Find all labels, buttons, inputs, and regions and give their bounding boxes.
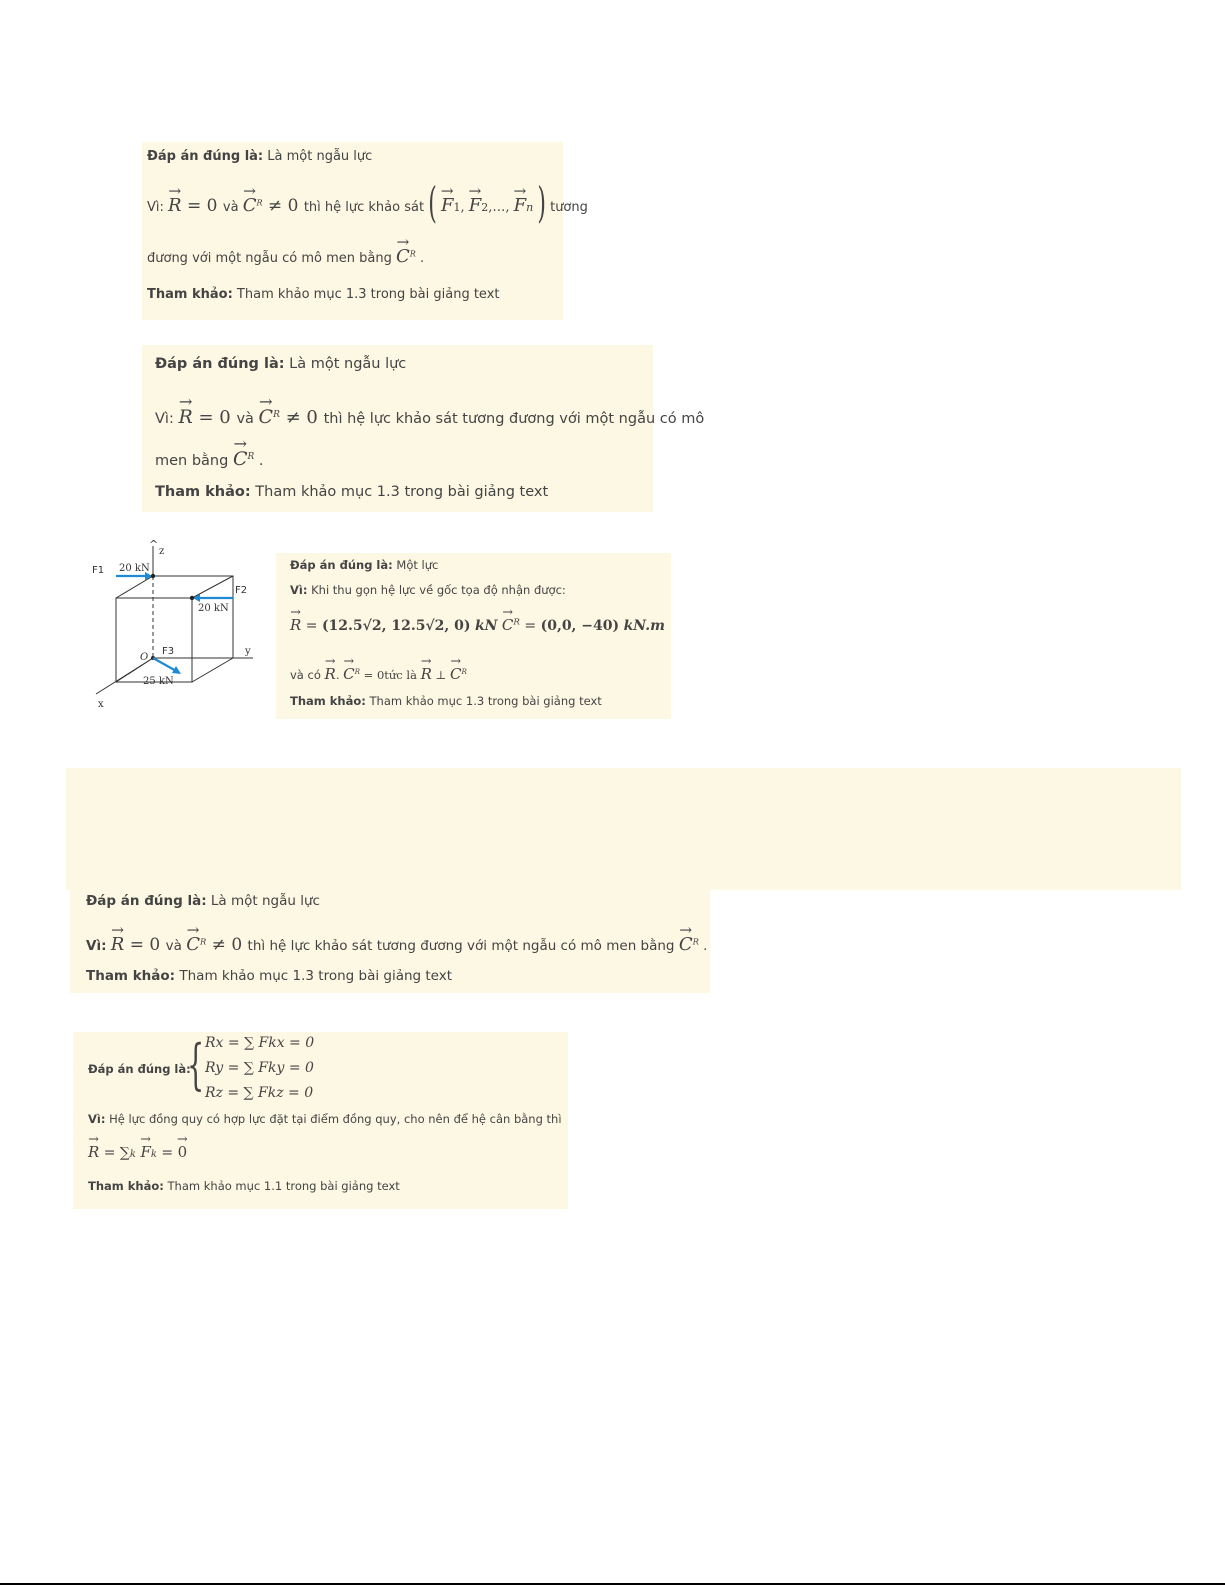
- ref-label: Tham khảo:: [88, 1179, 164, 1193]
- f2-label: F2: [235, 585, 248, 596]
- c-unit: kN.m: [623, 618, 665, 634]
- reference-line: [88, 1179, 400, 1193]
- force-cube-diagram: [88, 536, 268, 712]
- math-sup-r: R: [409, 249, 416, 259]
- math-eq: =: [301, 618, 322, 634]
- r-vector-math: → R: [325, 665, 336, 683]
- reason-and: và: [222, 200, 239, 215]
- c-vector-math: → C: [450, 665, 461, 683]
- reason-line: [88, 1112, 562, 1126]
- reference-line: [290, 694, 602, 708]
- math-period: .: [698, 938, 708, 954]
- answer-card-1: [142, 142, 588, 320]
- math-eq: =: [156, 1145, 178, 1161]
- answer-line: [86, 893, 320, 909]
- math-perp: ⊥: [431, 668, 451, 682]
- answer-label: Đáp án đúng là:: [155, 356, 285, 372]
- math-sub-n: n: [526, 201, 534, 214]
- r-vector-math: → R: [178, 406, 192, 428]
- math-sup-r: R: [354, 667, 360, 677]
- math-sup-r: R: [247, 452, 255, 463]
- r-vector-math: → R: [421, 665, 432, 683]
- math-sub-k: k: [150, 1149, 157, 1160]
- math-sup-r: R: [461, 667, 467, 677]
- axis-z-label: z: [159, 546, 165, 557]
- math-eq-zero: = 0: [192, 407, 237, 428]
- math-eq: = ∑: [99, 1145, 130, 1161]
- c-vector-math: → C: [259, 406, 274, 428]
- empty-banner: [66, 768, 1181, 890]
- formula-line: [290, 616, 665, 634]
- reference-line: [147, 287, 499, 302]
- reason-label: Vì:: [155, 411, 174, 427]
- math-neq-zero: ≠ 0: [262, 196, 304, 216]
- f1-vector-math: → F: [441, 195, 454, 216]
- reason-line-2: [147, 246, 424, 267]
- reason-mid: thì hệ lực khảo sát: [303, 200, 425, 215]
- answer-text: Là một ngẫu lực: [289, 356, 407, 372]
- r-vector-math: → R: [111, 934, 125, 955]
- cube-top-right-edge: [192, 576, 233, 598]
- f3-label: F3: [162, 646, 175, 657]
- ref-text: Tham khảo mục 1.3 trong bài giảng text: [369, 694, 602, 708]
- z-axis-arrow: ^: [149, 538, 159, 551]
- f2-vector-math: → F: [469, 195, 482, 216]
- reason-text: Khi thu gọn hệ lực về gốc tọa độ nhận được:: [311, 583, 566, 597]
- math-sup-r: R: [256, 198, 263, 208]
- math-eq: =: [519, 618, 541, 634]
- math-eq-zero: = 0: [181, 196, 223, 216]
- reason-line: [155, 406, 704, 428]
- answer-line: [147, 149, 372, 164]
- cube-top-edges: [116, 576, 233, 682]
- math-ellipsis: ,…,: [488, 200, 510, 215]
- answer-line: [290, 558, 438, 572]
- c-vector-math: → C: [343, 665, 354, 683]
- reason-line: [290, 583, 566, 597]
- math-neq-zero: ≠ 0: [279, 407, 324, 428]
- f2-value: 20 kN: [198, 603, 229, 614]
- reason-mid: thì hệ lực khảo sát tương đương với một ngẫu có mô: [323, 411, 705, 427]
- reason-and: và: [165, 938, 182, 954]
- reason-line3: men bằng: [155, 453, 229, 469]
- answer-text: Là một ngẫu lực: [210, 893, 320, 909]
- math-sup-r: R: [199, 936, 207, 947]
- math-neq-zero: ≠ 0: [206, 935, 248, 955]
- sum-formula: [88, 1143, 187, 1161]
- reason-label: Vì:: [290, 583, 308, 597]
- answer-text: Một lực: [396, 558, 439, 572]
- math-paren-close: ): [537, 180, 546, 229]
- math-sup-r: R: [273, 410, 280, 421]
- answer-card-3: [276, 553, 671, 719]
- reason-label: Vì:: [86, 938, 107, 954]
- reason-line-2: [155, 448, 263, 470]
- line4-a: và có: [290, 668, 321, 682]
- axis-x-label: x: [98, 699, 104, 710]
- reason-line: [147, 180, 588, 229]
- f2-point: [190, 596, 194, 600]
- c-vector-math: → C: [396, 246, 410, 267]
- ref-text: Tham khảo mục 1.1 trong bài giảng text: [167, 1179, 400, 1193]
- r-vector-math: → R: [88, 1143, 99, 1161]
- math-sub-1: 1: [453, 201, 461, 214]
- answer-label: Đáp án đúng là:: [290, 558, 393, 572]
- reason-label: Vì:: [88, 1112, 106, 1126]
- answer-line: [155, 356, 406, 372]
- math-paren-open: (: [428, 180, 437, 229]
- system-brace: {: [187, 1033, 205, 1096]
- equation-z: Rz = ∑ Fkz = 0: [205, 1085, 314, 1101]
- math-sub-k: k: [129, 1149, 136, 1160]
- equation-y: Ry = ∑ Fky = 0: [205, 1060, 314, 1076]
- ref-text: Tham khảo mục 1.3 trong bài giảng text: [236, 287, 500, 302]
- answer-card-4: [70, 890, 710, 993]
- r-unit: kN: [474, 618, 498, 634]
- reason-line: [86, 934, 707, 955]
- reference-line: [155, 484, 548, 500]
- math-period: .: [254, 453, 264, 469]
- c-vector-math: → C: [502, 616, 513, 634]
- f1-point: [151, 574, 155, 578]
- ref-label: Tham khảo:: [147, 287, 233, 302]
- reason-label: Vì:: [147, 200, 164, 215]
- axis-y-label: y: [245, 646, 251, 657]
- reason-text: Hệ lực đồng quy có hợp lực đặt tại điểm đồng quy, cho nên để hệ cân bằng thì: [109, 1112, 562, 1126]
- answer-card-2: [142, 345, 705, 512]
- equation-x: Rx = ∑ Fkx = 0: [205, 1035, 315, 1051]
- r-vector-math: → R: [168, 195, 182, 216]
- r-vector-value: (12.5√2, 12.5√2, 0): [321, 618, 471, 634]
- reason-mid: thì hệ lực khảo sát tương đương với một ngẫu có mô men bằng: [247, 938, 675, 954]
- f-vector-math: → F: [140, 1143, 150, 1161]
- answer-text: Là một ngẫu lực: [267, 149, 373, 164]
- math-dot: .: [335, 668, 344, 682]
- cube-front-face: [116, 598, 192, 682]
- perpendicular-line: [290, 665, 467, 683]
- reason-and: và: [236, 411, 254, 427]
- ref-text: Tham khảo mục 1.3 trong bài giảng text: [255, 484, 549, 500]
- r-vector-math: → R: [290, 616, 301, 634]
- answer-label: Đáp án đúng là:: [86, 893, 207, 909]
- answer-label: Đáp án đúng là:: [147, 149, 264, 164]
- ref-text: Tham khảo mục 1.3 trong bài giảng text: [179, 968, 453, 984]
- c-vector-math: → C: [186, 934, 200, 955]
- c-vector-math: → C: [679, 934, 693, 955]
- zero-vector-math: → 0: [178, 1143, 188, 1161]
- answer-card-5: [73, 1032, 568, 1209]
- f3-value: 25 kN: [143, 676, 174, 687]
- line4-b: = 0tức là: [363, 668, 417, 682]
- reference-line: [86, 968, 452, 984]
- ref-label: Tham khảo:: [86, 968, 176, 984]
- math-eq-zero: = 0: [124, 935, 166, 955]
- fn-vector-math: → F: [514, 195, 527, 216]
- math-sup-r: R: [692, 936, 699, 947]
- c-vector-math: → C: [233, 448, 248, 470]
- reason-line3: đương với một ngẫu có mô men bằng: [147, 251, 392, 266]
- c-vector-math: → C: [243, 195, 257, 216]
- reason-end: tương: [550, 200, 588, 215]
- ref-label: Tham khảo:: [155, 484, 251, 500]
- math-period: .: [415, 251, 425, 266]
- math-sup-r: R: [513, 617, 520, 628]
- answer-line: [88, 1062, 191, 1076]
- origin-label: O: [140, 652, 149, 663]
- f1-value: 20 kN: [119, 563, 150, 574]
- math-comma: ,: [460, 200, 465, 215]
- math-sub-2: 2: [481, 201, 489, 214]
- answer-label: Đáp án đúng là:: [88, 1062, 191, 1076]
- ref-label: Tham khảo:: [290, 694, 366, 708]
- c-vector-value: (0,0, −40): [540, 618, 620, 634]
- f1-label: F1: [92, 565, 105, 576]
